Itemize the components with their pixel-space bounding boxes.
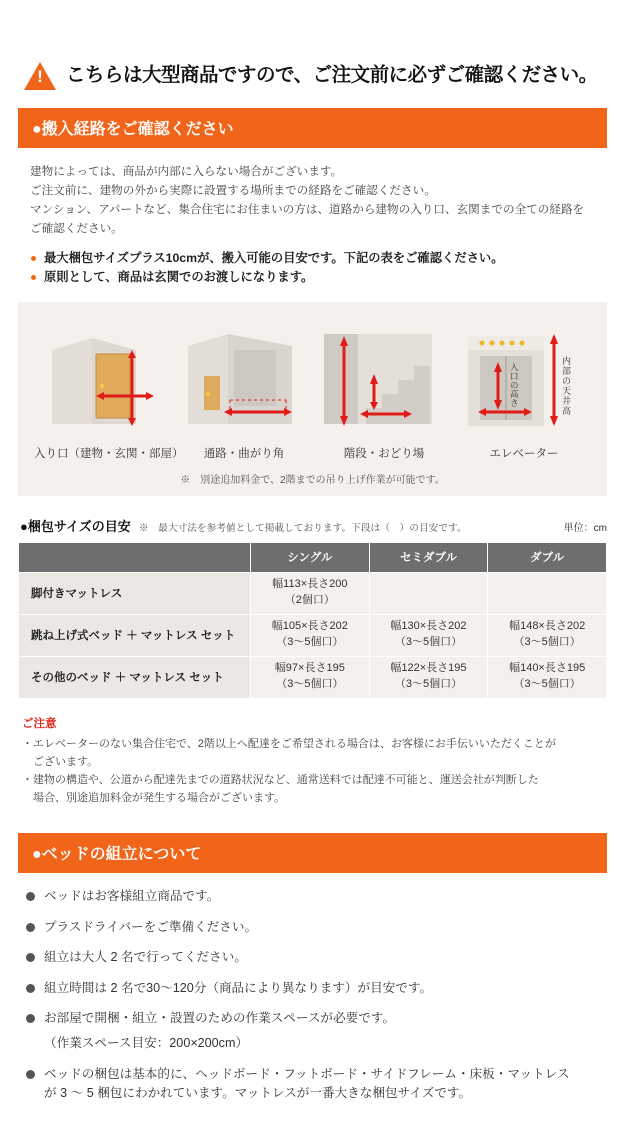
illustration-caption: 通路・曲がり角 [203, 447, 285, 460]
cell-line2: （3〜5個口） [276, 636, 344, 649]
size-table [18, 542, 607, 699]
paragraph-line: 建物によっては、商品が内部に入らない場合がございます。 [30, 165, 343, 178]
cell-line1: 幅130×長さ202 [390, 620, 467, 633]
stairs-svg [314, 320, 454, 438]
illustration-elevator [454, 320, 594, 461]
illustration-note: ※ 別途追加料金で、2階までの吊り上げ作業が可能です。 [180, 474, 445, 486]
cell-line1: 幅140×長さ195 [509, 662, 586, 675]
svg-text:の: の [510, 379, 519, 390]
assembly-item: ベッドはお客様組立商品です。 [26, 887, 605, 907]
illustration-doorway [34, 320, 184, 461]
alert-heading [0, 0, 625, 90]
col-header-blank [19, 542, 251, 572]
bullet-item: 最大梱包サイズプラス10cmが、搬入可能の目安です。下記の表をご確認ください。 [30, 249, 599, 269]
svg-text:部: 部 [562, 365, 572, 376]
assembly-subnote: （作業スペース目安：200×200cm） [44, 1035, 249, 1050]
paragraph-line: ご注文前に、建物の外から実際に設置する場所までの経路をご確認ください。 [30, 184, 436, 198]
caution-title: ご注意 [22, 717, 57, 730]
cell-line1: 幅113×長さ200 [272, 578, 348, 591]
svg-text:口: 口 [510, 370, 519, 381]
elevator-svg [454, 320, 594, 438]
illustration-caption: 階段・おどり場 [343, 447, 425, 460]
caution-line: ございます。 [22, 755, 99, 768]
caution-line: ・エレベーターのない集合住宅で、2階以上へ配達をご希望される場合は、お客様にお手伝いいただくことが [22, 737, 556, 750]
illustration-stairs [314, 320, 454, 461]
svg-text:高: 高 [562, 405, 572, 416]
delivery-route-body [0, 148, 625, 288]
table-cell [488, 656, 607, 698]
caution-line: 場合、別途追加料金が発生する場合がございます。 [22, 792, 286, 805]
assembly-list [0, 873, 625, 1103]
illustration-corridor [174, 320, 314, 461]
cell-line2: （3〜5個口） [513, 636, 581, 649]
svg-text:の: の [562, 375, 572, 386]
bullet-item: 原則として、商品は玄関でのお渡しになります。 [30, 268, 599, 288]
size-table-subnote: ※ 最大寸法を参考値として掲載しております。下段は（ ）の目安です。 [138, 522, 467, 534]
svg-text:天: 天 [562, 385, 572, 396]
assembly-packaging-line2: が 3 〜 5 梱包にわかれています。マットレスが一番大きな梱包サイズです。 [44, 1086, 472, 1101]
cell-line2: （3〜5個口） [276, 678, 344, 691]
size-table-unit: 単位：cm [563, 522, 607, 534]
table-row [19, 656, 607, 698]
svg-text:高: 高 [510, 388, 519, 399]
table-cell [369, 572, 488, 614]
illustration-caption: 入り口（建物・玄関・部屋） [34, 447, 184, 460]
page-title: こちらは大型商品ですので、ご注文前に必ずご確認ください。 [66, 64, 598, 87]
row-label: その他のベッド ＋ マットレス セット [19, 656, 251, 698]
assembly-item-packaging [26, 1065, 605, 1104]
assembly-item: 組立は大人 2 名で行ってください。 [26, 948, 605, 968]
svg-text:井: 井 [562, 395, 572, 406]
bottom-spacer [0, 1115, 625, 1139]
table-cell [488, 572, 607, 614]
cell-line1: 幅97×長さ195 [274, 662, 345, 675]
table-cell [369, 656, 488, 698]
paragraph-line: マンション、アパートなど、集合住宅にお住まいの方は、道路から建物の入り口、玄関までの全ての経路を [30, 203, 585, 217]
corridor-svg [174, 320, 314, 438]
size-table-head [19, 542, 607, 572]
row-label: 脚付きマットレス [19, 572, 251, 614]
paragraph-line: ご確認ください。 [30, 222, 123, 236]
corridor-corner-icon [174, 320, 314, 438]
illustration-row [28, 320, 597, 461]
col-header-semidouble: セミダブル [369, 542, 488, 572]
table-cell [488, 614, 607, 656]
elevator-icon [454, 320, 594, 438]
table-row [19, 614, 607, 656]
svg-text:さ: さ [510, 397, 519, 408]
doorway-svg [34, 320, 174, 438]
doorway-icon [34, 320, 174, 438]
cell-line1: 幅148×長さ202 [509, 620, 586, 633]
svg-text:入: 入 [510, 361, 519, 372]
table-header-row [19, 542, 607, 572]
warning-triangle-icon [24, 62, 56, 90]
cell-line2: （2個口） [284, 594, 335, 607]
illustration-caption: エレベーター [489, 447, 559, 460]
delivery-route-bullets [30, 249, 599, 288]
stairs-landing-icon [314, 320, 454, 438]
col-header-double: ダブル [488, 542, 607, 572]
section-header-assembly: ●ベッドの組立について [18, 833, 607, 873]
size-table-heading [0, 496, 625, 535]
assembly-item: プラスドライバーをご準備ください。 [26, 918, 605, 938]
caution-block [0, 699, 625, 808]
table-row [19, 572, 607, 614]
cell-line2: （3〜5個口） [394, 636, 463, 649]
table-cell [369, 614, 488, 656]
assembly-packaging-line1: ベッドの梱包は基本的に、ヘッドボード・フットボード・サイドフレーム・床板・マットレス [44, 1066, 570, 1081]
col-header-single: シングル [251, 542, 370, 572]
table-cell [251, 614, 370, 656]
illustration-panel [18, 302, 607, 496]
table-cell [251, 656, 370, 698]
row-label: 跳ね上げ式ベッド ＋ マットレス セット [19, 614, 251, 656]
size-table-body [19, 572, 607, 698]
table-cell [251, 572, 370, 614]
svg-text:内: 内 [562, 355, 572, 366]
size-table-title: ●梱包サイズの目安 [20, 518, 131, 534]
section-header-delivery-route: ●搬入経路をご確認ください [18, 108, 607, 148]
cell-line1: 幅122×長さ195 [390, 662, 467, 675]
assembly-item: お部屋で開梱・組立・設置のための作業スペースが必要です。 [26, 1009, 605, 1029]
cell-line2: （3〜5個口） [513, 678, 581, 691]
cell-line1: 幅105×長さ202 [271, 620, 348, 633]
cell-line2: （3〜5個口） [394, 678, 463, 691]
caution-line: ・建物の構造や、公道から配達先までの道路状況など、通常送料では配達不可能と、運送会社が判断した [22, 774, 539, 787]
assembly-item: 組立時間は 2 名で30〜120分（商品により異なります）が目安です。 [26, 979, 605, 999]
